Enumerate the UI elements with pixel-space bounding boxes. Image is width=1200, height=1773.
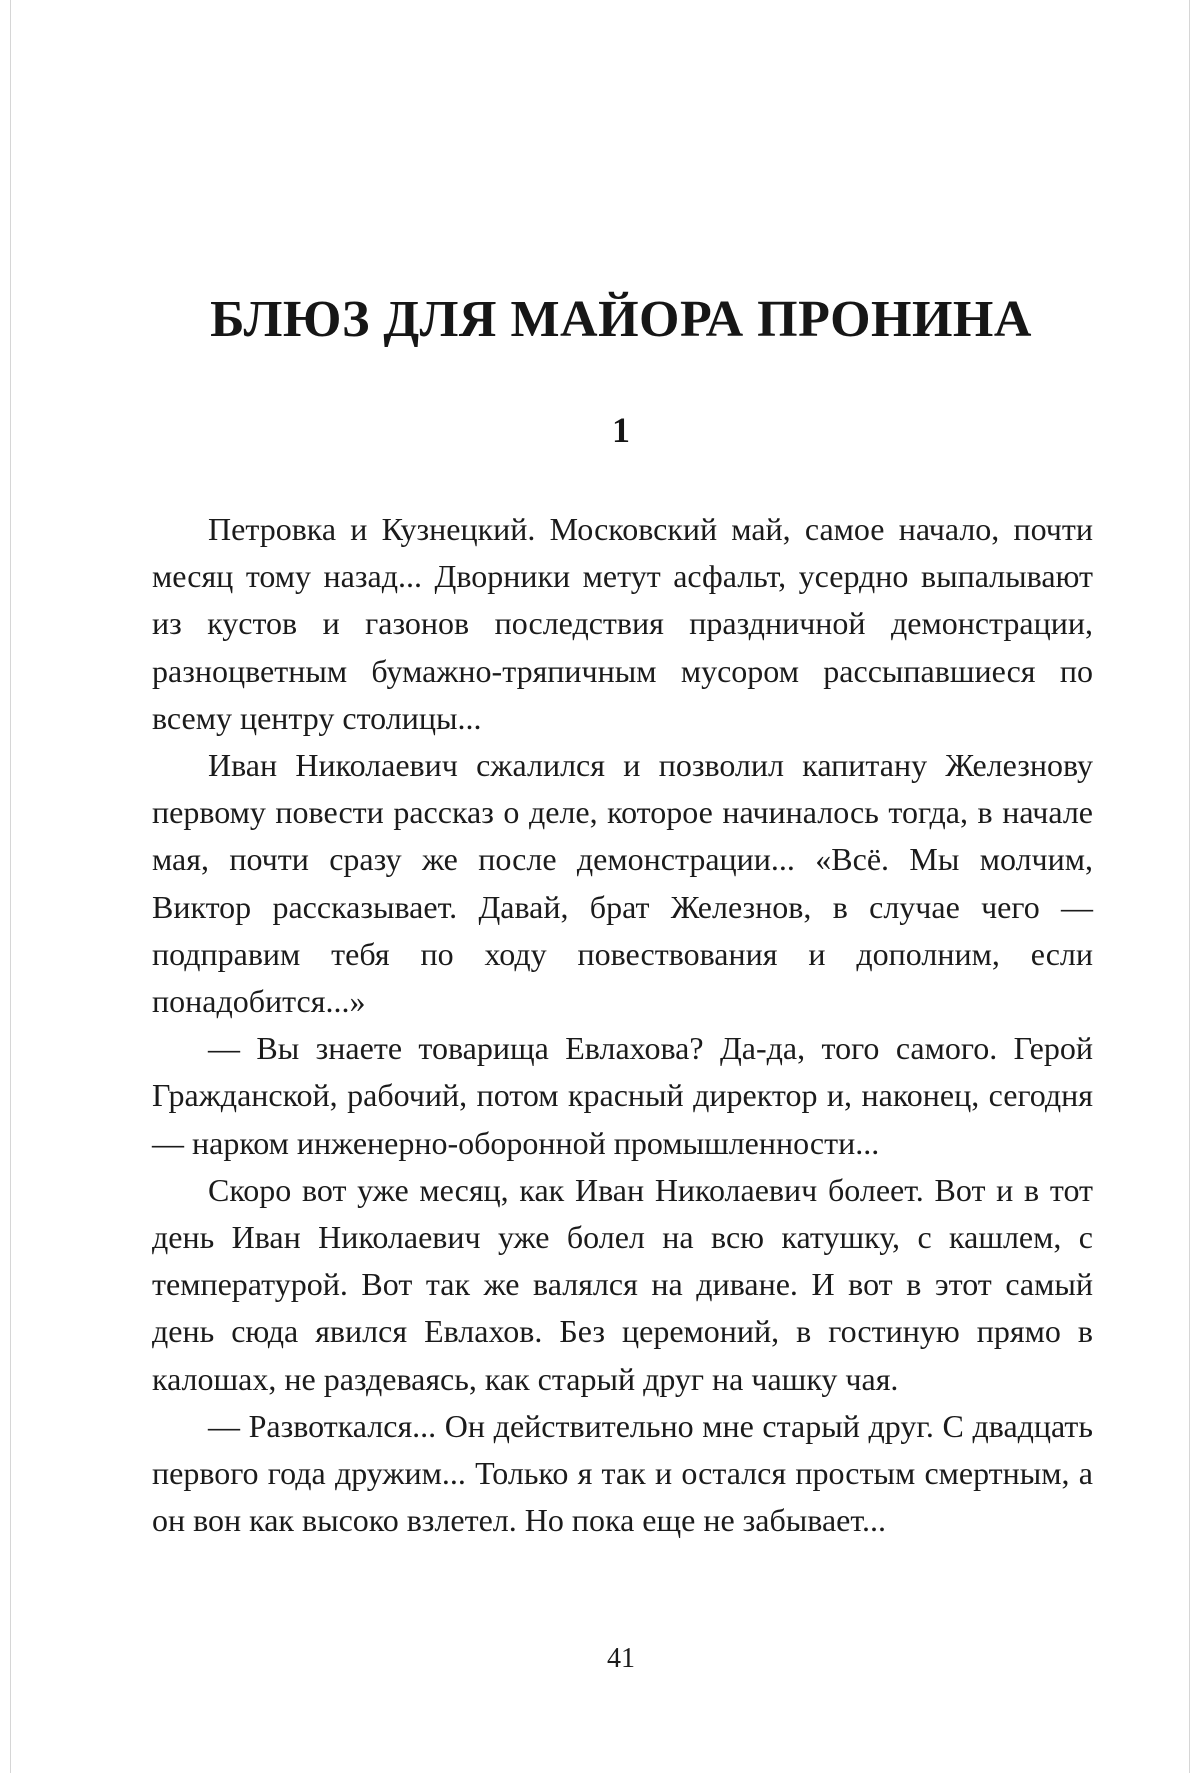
body-text: [152, 506, 1093, 1544]
paragraph: — Развоткался... Он действительно мне старый друг. С двадцать первого года дружим... Только я так и остался простым смертным, а он вон как высоко взлетел. Но пока еще не забывает...: [152, 1407, 1093, 1539]
page-edge-left: [10, 0, 11, 1773]
paragraph: Иван Николаевич сжалился и позволил капитану Железнову первому повести рассказ о деле, которое начиналось тогда, в начале мая, почти сразу же после демонстрации... «Всё. Мы молчим, Виктор рассказывает. Давай, брат Железнов, в случае чего — подправим тебя по ходу повествования и дополним, если понадобится...»: [152, 747, 1093, 1020]
paragraph: — Вы знаете товарища Евлахова? Да-да, того самого. Герой Гражданской, рабочий, потом красный директор и, наконец, сегодня — нарком инженерно-оборонной промышленности...: [152, 1030, 1093, 1161]
paragraph: Петровка и Кузнецкий. Московский май, самое начало, почти месяц тому назад... Дворники метут асфальт, усердно выпалывают из кустов и газонов последствия праздничной демонстрации, разноцветным бумажно-тряпичным мусором рассыпавшиеся по всему центру столицы...: [152, 511, 1093, 736]
page-number: 41: [607, 1643, 635, 1674]
section-number: 1: [612, 410, 630, 450]
paragraph: Скоро вот уже месяц, как Иван Николаевич болеет. Вот и в тот день Иван Николаевич уже болел на всю катушку, с кашлем, с температурой. Вот так же валялся на диване. И вот в этот самый день сюда явился Евлахов. Без церемоний, в гостиную прямо в калошах, не раздеваясь, как старый друг на чашку чая.: [152, 1171, 1093, 1397]
chapter-title: БЛЮЗ ДЛЯ МАЙОРА ПРОНИНА: [210, 291, 1032, 348]
page-edge-right: [1189, 0, 1190, 1773]
